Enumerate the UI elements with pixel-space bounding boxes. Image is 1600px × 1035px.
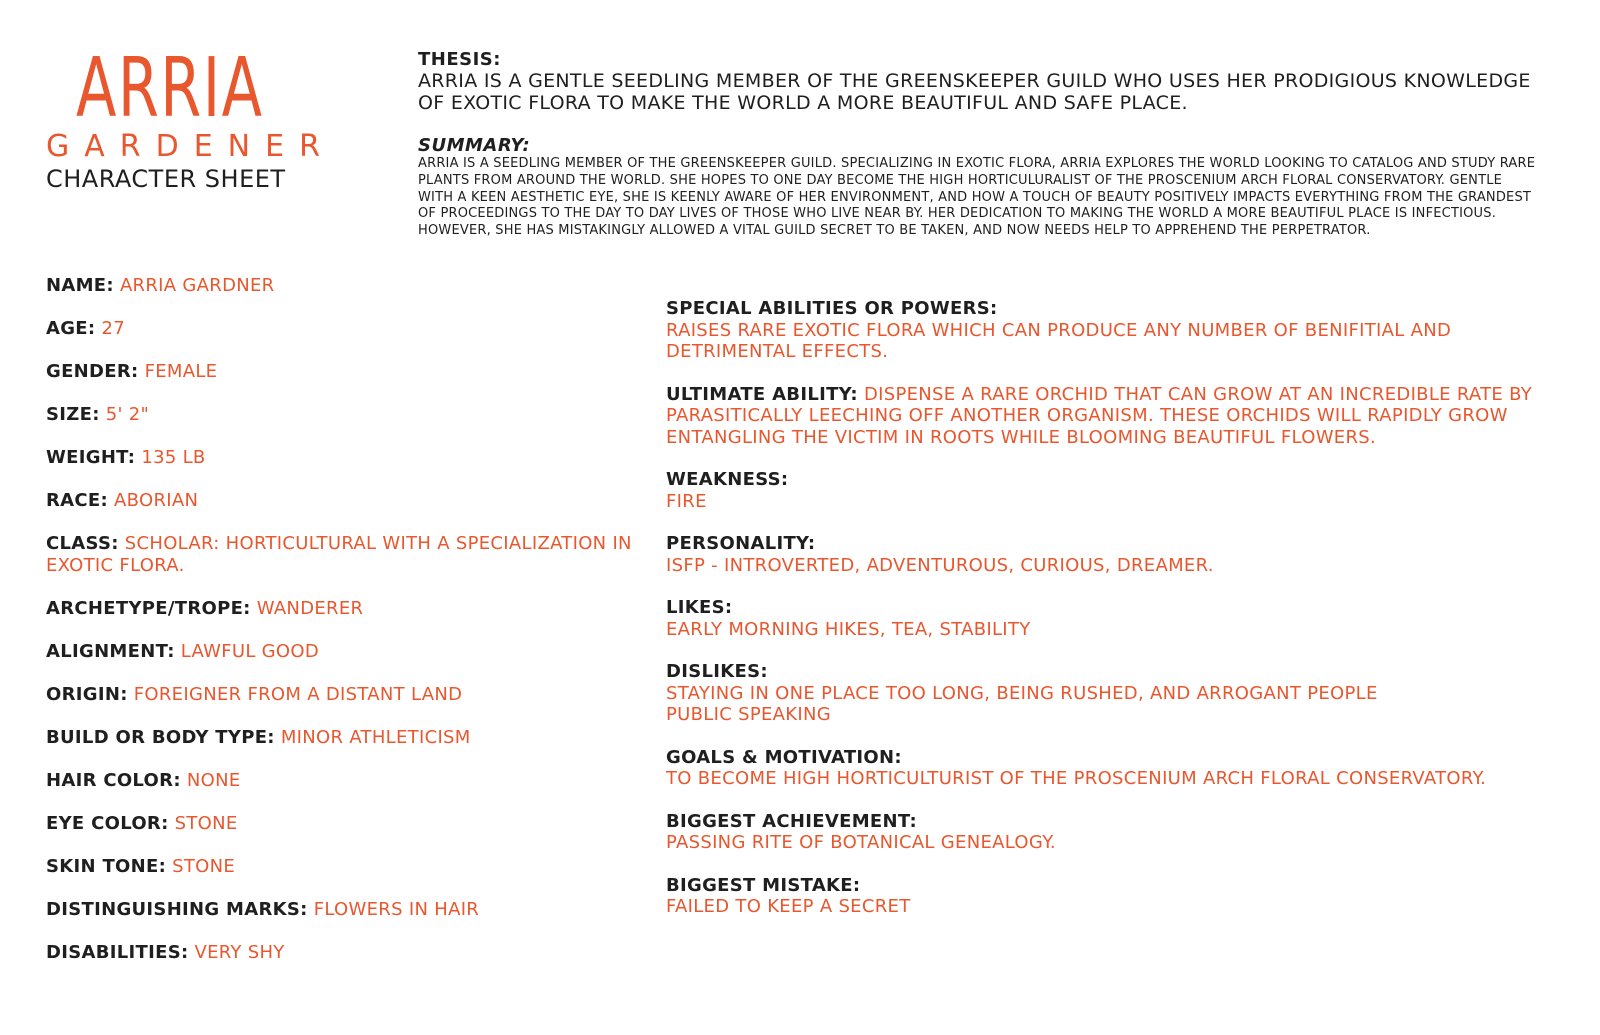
section-value: PASSING RITE OF BOTANICAL GENEALOGY. <box>666 832 1056 853</box>
attr-label: SKIN TONE: <box>46 856 167 877</box>
attr-label: DISTINGUISHING MARKS: <box>46 899 308 920</box>
thesis-heading: THESIS: <box>418 49 501 70</box>
section-value: RAISES RARE EXOTIC FLORA WHICH CAN PRODUCE ANY NUMBER OF BENIFITIAL AND DETRIMENTAL EFFECTS. <box>666 319 1452 362</box>
attr-skin-tone <box>46 856 661 878</box>
section-likes <box>666 597 1536 640</box>
attr-weight <box>46 447 661 469</box>
attr-label: BUILD OR BODY TYPE: <box>46 727 275 748</box>
attr-value: NONE <box>186 770 241 791</box>
section-value: DISPENSE A RARE ORCHID THAT CAN GROW AT AN INCREDIBLE RATE BY PARASITICALLY LEECHING OFF ANOTHER ORGANISM. THESE ORCHIDS WILL RAPIDLY GROW ENTANGLING THE VICTIM IN ROOTS WHILE BLOOMING BEAUTIFUL FLOWERS. <box>666 383 1533 448</box>
section-biggest-mistake <box>666 875 1536 918</box>
details-column <box>666 298 1536 939</box>
thesis-text: ARRIA IS A GENTLE SEEDLING MEMBER OF THE GREENSKEEPER GUILD WHO USES HER PRODIGIOUS KNOWLEDGE OF EXOTIC FLORA TO MAKE THE WORLD A MORE BEAUTIFUL AND SAFE PLACE. <box>418 70 1531 114</box>
attr-age <box>46 318 661 340</box>
attr-eye-color <box>46 813 661 835</box>
section-dislikes <box>666 661 1536 726</box>
attr-class <box>46 533 661 577</box>
attr-size <box>46 404 661 426</box>
attr-label: ORIGIN: <box>46 684 128 705</box>
section-value: EARLY MORNING HIKES, TEA, STABILITY <box>666 618 1031 640</box>
attr-value: ARRIA GARDNER <box>119 275 275 296</box>
attr-value: VERY SHY <box>194 942 285 963</box>
attr-value: WANDERER <box>256 598 364 619</box>
attr-value: 27 <box>101 318 125 339</box>
section-label: BIGGEST MISTAKE: <box>666 874 861 896</box>
section-label: PERSONALITY: <box>666 533 816 554</box>
attr-label: EYE COLOR: <box>46 813 169 834</box>
section-value: TO BECOME HIGH HORTICULTURIST OF THE PROSCENIUM ARCH FLORAL CONSERVATORY. <box>666 768 1487 789</box>
attr-value: 5' 2" <box>105 404 150 425</box>
section-value: STAYING IN ONE PLACE TOO LONG, BEING RUSHED, AND ARROGANT PEOPLE <box>666 682 1378 704</box>
attr-alignment <box>46 641 661 663</box>
section-label: DISLIKES: <box>666 661 768 682</box>
character-name-title: ARRIA <box>76 41 264 136</box>
attr-gender <box>46 361 661 383</box>
attr-name <box>46 275 661 297</box>
attr-value: FOREIGNER FROM A DISTANT LAND <box>133 684 463 705</box>
attr-value: FEMALE <box>144 361 218 382</box>
sheet-title: CHARACTER SHEET <box>46 165 286 193</box>
section-special-abilities <box>666 298 1536 363</box>
attr-label: HAIR COLOR: <box>46 770 181 791</box>
attr-label: NAME: <box>46 275 114 296</box>
section-label: SPECIAL ABILITIES OR POWERS: <box>666 298 998 319</box>
attr-race <box>46 490 661 512</box>
attr-value: 135 LB <box>141 447 206 468</box>
attr-archetype <box>46 598 661 620</box>
attr-disabilities <box>46 942 661 964</box>
section-personality <box>666 533 1536 576</box>
section-ultimate-ability <box>666 384 1536 449</box>
attr-value: LAWFUL GOOD <box>180 641 320 662</box>
summary-text: ARRIA IS A SEEDLING MEMBER OF THE GREENSKEEPER GUILD. SPECIALIZING IN EXOTIC FLORA, ARRIA EXPLORES THE WORLD LOOKING TO CATALOG AND STUDY RARE PLANTS FROM AROUND THE WORLD. SHE HOPES TO ONE DAY BECOME THE HIGH HORTICULURALIST OF THE PROSCENIUM ARCH FLORAL CONSERVATORY. GENTLE WITH A KEEN AESTHETIC EYE, SHE IS KEENLY AWARE OF HER ENVIRONMENT, AND HOW A TOUCH OF BEAUTY POSITIVELY IMPACTS EVERYTHING FROM THE GRANDEST OF PROCEEDINGS TO THE DAY TO DAY LIVES OF THOSE WHO LIVE NEAR BY. HER DEDICATION TO MAKING THE WORLD A MORE BEAUTIFUL PLACE IS INFECTIOUS. HOWEVER, SHE HAS MISTAKINGLY ALLOWED A VITAL GUILD SECRET TO BE TAKEN, AND NOW NEEDS HELP TO APPREHEND THE PERPETRATOR. <box>418 156 1536 239</box>
attr-label: SIZE: <box>46 404 100 425</box>
thesis-summary-block <box>418 50 1538 240</box>
section-label: GOALS & MOTIVATION: <box>666 746 902 768</box>
attr-hair-color <box>46 770 661 792</box>
section-value: FAILED TO KEEP A SECRET <box>666 896 911 917</box>
attr-label: DISABILITIES: <box>46 942 189 963</box>
attr-origin <box>46 684 661 706</box>
attr-value: SCHOLAR: HORTICULTURAL WITH A SPECIALIZATION IN EXOTIC FLORA. <box>46 533 632 576</box>
summary-heading: SUMMARY: <box>418 135 531 156</box>
attr-value: MINOR ATHLETICISM <box>280 727 471 748</box>
attr-value: STONE <box>172 856 236 877</box>
attr-label: WEIGHT: <box>46 447 136 468</box>
section-value: FIRE <box>666 490 707 512</box>
section-weakness <box>666 469 1536 512</box>
section-label: WEAKNESS: <box>666 469 789 490</box>
section-label: LIKES: <box>666 597 733 618</box>
attr-label: CLASS: <box>46 533 119 554</box>
section-value: ISFP - INTROVERTED, ADVENTUROUS, CURIOUS, DREAMER. <box>666 554 1214 576</box>
section-label: ULTIMATE ABILITY: <box>666 383 858 405</box>
attr-value: ABORIAN <box>114 490 199 511</box>
attr-label: GENDER: <box>46 361 139 382</box>
attr-build <box>46 727 661 749</box>
attr-label: ALIGNMENT: <box>46 641 175 662</box>
character-role-title: GARDENER <box>46 129 335 164</box>
attr-label: AGE: <box>46 318 96 339</box>
attr-distinguishing-marks <box>46 899 661 921</box>
attr-label: ARCHETYPE/TROPE: <box>46 598 251 619</box>
section-label: BIGGEST ACHIEVEMENT: <box>666 810 917 832</box>
attr-value: FLOWERS IN HAIR <box>313 899 480 920</box>
section-biggest-achievement <box>666 811 1536 854</box>
attributes-column <box>46 275 661 985</box>
section-goals <box>666 747 1536 790</box>
attr-label: RACE: <box>46 490 108 511</box>
attr-value: STONE <box>174 813 238 834</box>
section-value: PUBLIC SPEAKING <box>666 704 831 725</box>
